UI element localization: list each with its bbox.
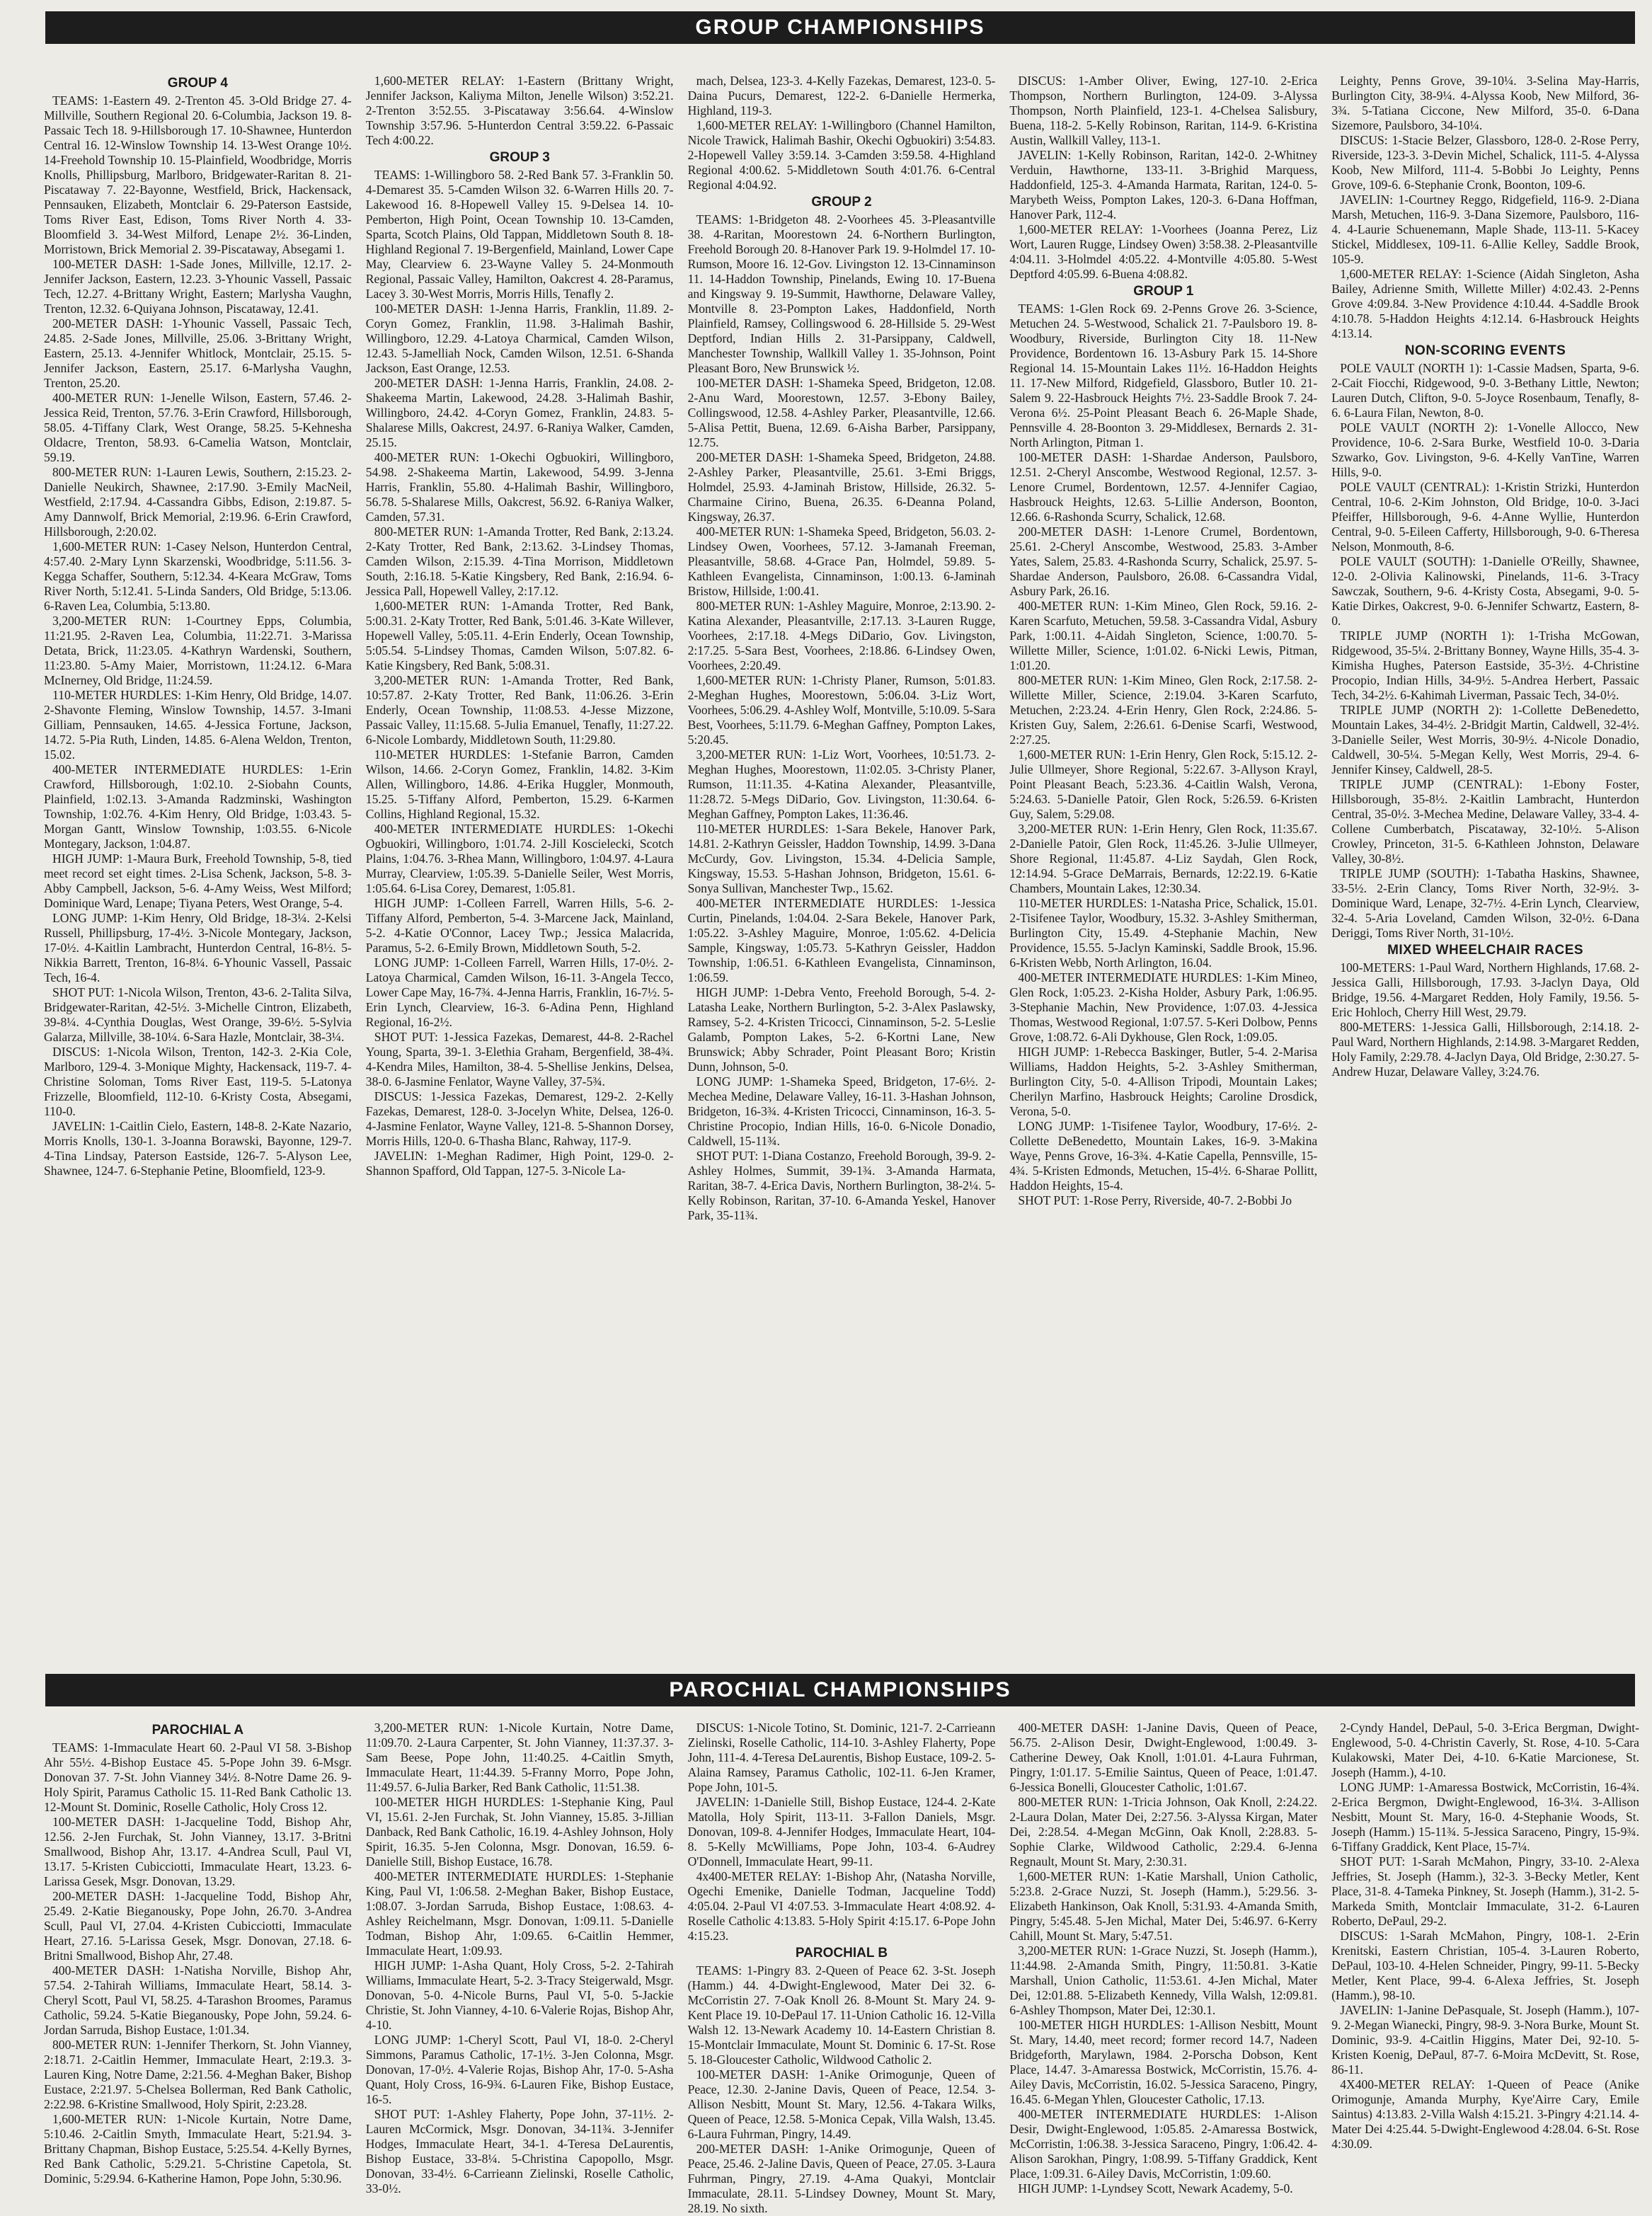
results-paragraph: 400-METER INTERMEDIATE HURDLES: 1-Okechi Ogbuokiri, Willingboro, 1:01.74. 2-Jill Koscielecki, Scotch Plains, 1:04.76. 3-Rhea Mann, Willingboro, 1:04.97. 4-Laura Murray, Clearview, 1:05.39. 5-Danielle Seiler, West Morris, 1:05.64. 6-Lisa Corey, Demarest, 1:05.81. [365,822,674,895]
results-paragraph: 3,200-METER RUN: 1-Courtney Epps, Columbia, 11:21.95. 2-Raven Lea, Columbia, 11:22.71. 3-Marissa Detata, Brick, 11:23.05. 4-Kathryn Wardenski, Southern, 11:23.80. 5-Amy Maier, Morristown, 11:24.12. 6-Mara McInerney, Old Bridge, 11:24.59. [44,614,352,687]
results-paragraph: 1,600-METER RELAY: 1-Voorhees (Joanna Perez, Liz Wort, Lauren Rugge, Lindsey Owen) 3:58.38. 2-Pleasantville 4:04.11. 3-Holmdel 4:05.22. 4-Montville 4:05.80. 5-West Deptford 4:05.99. 6-Buena 4:08.82. [1009,222,1318,281]
group-championships-banner: GROUP CHAMPIONSHIPS [45,11,1635,44]
results-paragraph: LONG JUMP: 1-Shameka Speed, Bridgeton, 17-6½. 2-Mechea Medine, Delaware Valley, 16-11. 3-Hashan Johnson, Bridgeton, 16-3¾. 4-Kristen Tricocci, Cinnaminson, 16-3. 5-Christine Procopio, Indian Hills, 16-0. 6-Nicole Donadio, Caldwell, 15-11¾. [687,1074,996,1148]
results-paragraph: 400-METER DASH: 1-Natisha Norville, Bishop Ahr, 57.54. 2-Tahirah Williams, Immaculate Heart, 58.14. 3-Cheryl Scott, Paul VI, 58.25. 4-Tarashon Broomes, Paramus Catholic, 59.24. 5-Katie Bieganousky, Pope John, 59.24. 6-Jordan Sarruda, Bishop Eustace, 1:01.34. [44,1963,352,2037]
results-paragraph: JAVELIN: 1-Janine DePasquale, St. Joseph (Hamm.), 107-9. 2-Megan Wianecki, Pingry, 98-9. 3-Nora Burke, Mount St. Dominic, 93-9. 4-Caitlin Higgins, Mater Dei, 92-10. 5-Kristen Koenig, DePaul, 87-7. 6-Moira McDevitt, St. Rose, 86-11. [1331,2003,1639,2077]
results-paragraph: 1,600-METER RELAY: 1-Willingboro (Channel Hamilton, Nicole Trawick, Halimah Bashir, Okechi Ogbuokiri) 3:54.83. 2-Hopewell Valley 3:59.14. 3-Camden 3:59.58. 4-Highland Regional 4:00.62. 5-Middletown South 4:01.76. 6-Central Regional 4:04.92. [687,118,996,192]
results-paragraph: 3,200-METER RUN: 1-Erin Henry, Glen Rock, 11:35.67. 2-Danielle Patoir, Glen Rock, 11:45.26. 3-Julie Ullmeyer, Shore Regional, 11:45.87. 4-Liz Saydah, Glen Rock, 12:14.94. 5-Grace DeMarrais, Bernards, 12:22.19. 6-Katie Chambers, Mountain Lakes, 12:30.34. [1009,822,1318,895]
section-heading: GROUP 3 [489,150,550,165]
results-paragraph: 200-METER DASH: 1-Yhounic Vassell, Passaic Tech, 24.85. 2-Sade Jones, Millville, 25.06. 3-Brittany Wright, Eastern, 25.13. 4-Jennifer Whitlock, Montclair, 25.15. 5-Jennifer Jackson, Eastern, 25.17. 6-Marlysha Vaughn, Trenton, 25.20. [44,316,352,390]
parochial-columns [44,1721,1639,2215]
results-paragraph: 1,600-METER RUN: 1-Erin Henry, Glen Rock, 5:15.12. 2-Julie Ullmeyer, Shore Regional, 5:22.67. 3-Allyson Krayl, Point Pleasant Beach, 5:23.36. 4-Caitlin Walsh, Verona, 5:24.63. 5-Danielle Patoir, Glen Rock, 5:26.59. 6-Kristen Guy, Salem, 5:29.08. [1009,747,1318,821]
results-paragraph: 800-METER RUN: 1-Amanda Trotter, Red Bank, 2:13.24. 2-Katy Trotter, Red Bank, 2:13.62. 3-Lindsey Thomas, Camden Wilson, 2:15.39. 4-Tina Morrison, Middletown South, 2:16.18. 5-Katie Kingsbery, Red Bank, 2:16.94. 6-Jessica Pall, Hopewell Valley, 2:17.12. [365,524,674,598]
results-paragraph: POLE VAULT (CENTRAL): 1-Kristin Strizki, Hunterdon Central, 10-6. 2-Kim Johnston, Old Bridge, 10-0. 3-Jaci Pfeiffer, Hillsborough, 9-6. 4-Anne Wyllie, Hunterdon Central, 9-0. 5-Eileen Cafferty, Hillsborough, 9-0. 6-Theresa Nelson, Monmouth, 8-6. [1331,480,1639,553]
results-paragraph: 400-METER INTERMEDIATE HURDLES: 1-Alison Desir, Dwight-Englewood, 1:05.85. 2-Amaressa Bostwick, McCorristin, 1:06.38. 3-Jessica Saraceno, Pingry, 1:06.42. 4-Alison Sarokhan, Pingry, 1:08.99. 5-Tiffany Graddick, Kent Place, 1:09.31. 6-Ailey Davis, McCorristin, 1:09.60. [1009,2107,1318,2181]
results-paragraph: 1,600-METER RUN: 1-Katie Marshall, Union Catholic, 5:23.8. 2-Grace Nuzzi, St. Joseph (Hamm.), 5:29.56. 3-Elizabeth Hankinson, Oak Knoll, 5:31.93. 4-Amanda Smith, Pingry, 5:45.48. 5-Jen Michal, Mater Dei, 5:46.97. 6-Kerry Cahill, Mount St. Mary, 5:47.51. [1009,1869,1318,1943]
results-paragraph: 800-METER RUN: 1-Jennifer Therkorn, St. John Vianney, 2:18.71. 2-Caitlin Hemmer, Immaculate Heart, 2:19.3. 3-Lauren King, Notre Dame, 2:21.56. 4-Meghan Baker, Bishop Eustace, 2:21.97. 5-Chelsea Bollerman, Red Bank Catholic, 2:22.98. 6-Kristine Smallwood, Holy Spirit, 2:23.28. [44,2038,352,2111]
results-paragraph: POLE VAULT (NORTH 1): 1-Cassie Madsen, Sparta, 9-6. 2-Cait Fiocchi, Ridgewood, 9-0. 3-Bethany Little, Newton; Lauren Dutch, Clifton, 9-0. 5-Joyce Rosenbaum, Tenafly, 8-6. 6-Laura Filan, Newton, 8-0. [1331,361,1639,420]
results-paragraph: 4x400-METER RELAY: 1-Bishop Ahr, (Natasha Norville, Ogechi Emenike, Danielle Todman, Jacqueline Todd) 4:05.04. 2-Paul VI 4:07.53. 3-Immaculate Heart 4:08.92. 4-Roselle Catholic 4:13.83. 5-Holy Spirit 4:15.17. 6-Pope John 4:15.23. [687,1869,996,1943]
results-paragraph: SHOT PUT: 1-Diana Costanzo, Freehold Borough, 39-9. 2-Ashley Holmes, Summit, 39-1¾. 3-Amanda Harmata, Raritan, 38-7. 4-Erica Davis, Northern Burlington, 38-2¼. 5-Kelly Robinson, Raritan, 37-10. 6-Amanda Yeskel, Hanover Park, 35-11¾. [687,1149,996,1222]
group-column-5 [1331,74,1639,1665]
results-paragraph: SHOT PUT: 1-Sarah McMahon, Pingry, 33-10. 2-Alexa Jeffries, St. Joseph (Hamm.), 32-3. 3-Becky Metler, Kent Place, 31-8. 4-Tameka Pinkney, St. Joseph (Hamm.), 31-2. 5-Markeda Smith, Montclair Immaculate, 31-2. 6-Lauren Roberto, DePaul, 29-2. [1331,1854,1639,1928]
results-paragraph: 400-METER RUN: 1-Jenelle Wilson, Eastern, 57.46. 2-Jessica Reid, Trenton, 57.76. 3-Erin Crawford, Hillsborough, 58.05. 4-Tiffany Clark, West Orange, 58.25. 5-Kehnesha Oldacre, Trenton, 58.93. 6-Camelia Watson, Montclair, 59.19. [44,391,352,464]
results-paragraph: DISCUS: 1-Nicola Wilson, Trenton, 142-3. 2-Kia Cole, Marlboro, 129-4. 3-Monique Mighty, Hackensack, 119-7. 4-Christine Soloman, Toms River East, 119-5. 5-Latonya Frizzelle, Bloomfield, 112-10. 6-Kristy Costa, Absegami, 110-0. [44,1045,352,1118]
parochial-championships-banner: PAROCHIAL CHAMPIONSHIPS [45,1674,1635,1706]
results-paragraph: LONG JUMP: 1-Kim Henry, Old Bridge, 18-3¼. 2-Kelsi Russell, Phillipsburg, 17-4½. 3-Nicole Montegary, Jackson, 17-0½. 4-Kaitlin Lambracht, Hunterdon Central, 16-8½. 5-Nikkia Barrett, Trenton, 16-8¼. 6-Yhounic Vassell, Passaic Tech, 16-4. [44,911,352,984]
results-paragraph: 1,600-METER RUN: 1-Nicole Kurtain, Notre Dame, 5:10.46. 2-Caitlin Smyth, Immaculate Heart, 5:21.94. 3-Brittany Chapman, Bishop Eustace, 5:25.54. 4-Kelly Byrnes, Red Bank Catholic, 5:29.21. 5-Christine Capetola, St. Dominic, 5:29.94. 6-Katherine Hamon, Pope John, 5:30.96. [44,2112,352,2186]
results-paragraph: 100-METER HIGH HURDLES: 1-Allison Nesbitt, Mount St. Mary, 14.40, meet record; former record 14.7, Nadeen Bridgeforth, Marylawn, 1984. 2-Porscha Dobson, Kent Place, 14.47. 3-Amaressa Bostwick, McCorristin, 15.76. 4-Ailey Davis, McCorristin, 16.02. 5-Jessica Saraceno, Pingry, 16.45. 6-Megan Yhlen, Gloucester Catholic, 17.13. [1009,2018,1318,2106]
results-paragraph: 800-METER RUN: 1-Tricia Johnson, Oak Knoll, 2:24.22. 2-Laura Dolan, Mater Dei, 2:27.56. 3-Alyssa Kirgan, Mater Dei, 2:28.54. 4-Megan McGinn, Oak Knoll, 2:28.83. 5-Sophie Clarke, Wildwood Catholic, 2:29.4. 6-Jenna Regnault, Mount St. Mary, 2:30.31. [1009,1795,1318,1868]
results-paragraph: DISCUS: 1-Jessica Fazekas, Demarest, 129-2. 2-Kelly Fazekas, Demarest, 128-0. 3-Jocelyn White, Delsea, 126-0. 4-Jasmine Fenlator, Wayne Valley, 121-8. 5-Shannon Dorsey, Morris Hills, 120-0. 6-Thasha Blanc, Rahway, 117-9. [365,1089,674,1148]
results-paragraph: HIGH JUMP: 1-Colleen Farrell, Warren Hills, 5-6. 2-Tiffany Alford, Pemberton, 5-4. 3-Marcene Jack, Mainland, 5-2. 4-Katie O'Connor, Lacey Twp.; Jessica Malacrida, Paramus, 5-2. 6-Emily Brown, Middletown South, 5-2. [365,896,674,955]
group-column-4 [1009,74,1317,1665]
results-paragraph: SHOT PUT: 1-Jessica Fazekas, Demarest, 44-8. 2-Rachel Young, Sparta, 39-1. 3-Elethia Graham, Bergenfield, 38-4¾. 4-Kendra Miles, Hamilton, 38-4. 5-Shellise Jenkins, Delsea, 38-0. 6-Jasmine Fenlator, Wayne Valley, 37-5¾. [365,1030,674,1089]
section-heading: GROUP 2 [811,195,872,209]
results-paragraph: 200-METER DASH: 1-Anike Orimogunje, Queen of Peace, 25.46. 2-Jaline Davis, Queen of Peace, 27.05. 3-Laura Fuhrman, Pingry, 27.19. 4-Ama Quakyi, Montclair Immaculate, 28.11. 5-Lindsey Downey, Mount St. Mary, 28.19. No sixth. [687,2142,996,2215]
results-paragraph: 1,600-METER RELAY: 1-Eastern (Brittany Wright, Jennifer Jackson, Kaliyma Milton, Jenelle Wilson) 3:52.21. 2-Trenton 3:52.55. 3-Piscataway 3:56.64. 4-Winslow Township 3:57.96. 5-Hunterdon Central 3:59.22. 6-Passaic Tech 4:00.22. [365,74,674,147]
results-paragraph: 200-METER DASH: 1-Jenna Harris, Franklin, 24.08. 2-Shakeema Martin, Lakewood, 24.28. 3-Halimah Bashir, Willingboro, 24.42. 4-Coryn Gomez, Franklin, 24.83. 5-Shalarese Mills, Oakcrest, 24.97. 6-Raniya Walker, Camden, 25.15. [365,376,674,449]
results-paragraph: TEAMS: 1-Willingboro 58. 2-Red Bank 57. 3-Franklin 50. 4-Demarest 35. 5-Camden Wilson 32. 6-Warren Hills 20. 7-Lakewood 16. 8-Hopewell Valley 15. 9-Delsea 14. 10-Pemberton, High Point, Ocean Township 10. 13-Camden, Sparta, Scotch Plains, Old Tappan, Middletown South 8. 18-Highland Regional 7. 19-Bergenfield, Mainland, Lower Cape May, Clearview 6. 23-Wayne Valley 5. 24-Monmouth Regional, Passaic Valley, Hamilton, Oakcrest 4. 28-Paramus, Lacey 3. 30-West Morris, Morris Hills, Tenafly 2. [365,168,674,301]
results-paragraph: JAVELIN: 1-Caitlin Cielo, Eastern, 148-8. 2-Kate Nazario, Morris Knolls, 130-1. 3-Joanna Borawski, Bayonne, 129-7. 4-Tina Lindsay, Paterson Eastside, 126-7. 5-Alyson Lee, Shawnee, 124-7. 6-Stephanie Petine, Bloomfield, 123-9. [44,1119,352,1178]
parochial-championships-section [0,1674,1652,2215]
section-heading: NON-SCORING EVENTS [1404,343,1566,358]
results-paragraph: 100-METERS: 1-Paul Ward, Northern Highlands, 17.68. 2-Jessica Galli, Hillsborough, 17.93. 3-Jaclyn Daya, Old Bridge, 19.56. 4-Margaret Redden, Holy Family, 19.56. 5-Eric Hohloch, Cherry Hill West, 29.79. [1331,960,1639,1019]
results-paragraph: 100-METER HIGH HURDLES: 1-Stephanie King, Paul VI, 15.61. 2-Jen Furchak, St. John Vianney, 15.85. 3-Jillian Danback, Red Bank Catholic, 16.19. 4-Ashley Johnson, Holy Spirit, 16.35. 5-Jen Colonna, Msgr. Donovan, 16.59. 6-Danielle Still, Bishop Eustace, 16.78. [365,1795,674,1868]
results-paragraph: TEAMS: 1-Immaculate Heart 60. 2-Paul VI 58. 3-Bishop Ahr 55½. 4-Bishop Eustace 45. 5-Pope John 39. 6-Msgr. Donovan 37. 7-St. John Vianney 34½. 8-Notre Dame 26. 9-Holy Spirit, Paramus Catholic 15. 11-Red Bank Catholic 13. 12-Mount St. Dominic, Roselle Catholic, Holy Cross 12. [44,1740,352,1814]
group-column-2 [366,74,674,1665]
results-paragraph: HIGH JUMP: 1-Rebecca Baskinger, Butler, 5-4. 2-Marisa Williams, Haddon Heights, 5-2. 3-Ashley Smitherman, Burlington City, 5-0. 4-Allison Tripodi, Mountain Lakes; Cherilyn Marfino, Hasbrouck Heights; Caroline Drosdick, Verona, 5-0. [1009,1045,1318,1118]
results-paragraph: 100-METER DASH: 1-Sade Jones, Millville, 12.17. 2-Jennifer Jackson, Eastern, 12.23. 3-Yhounic Vassell, Passaic Tech, 12.27. 4-Brittany Wright, Eastern; Marlysha Vaughn, Trenton, 12.32. 6-Quiyana Johnson, Piscataway, 12.41. [44,257,352,316]
results-paragraph: 200-METER DASH: 1-Shameka Speed, Bridgeton, 24.88. 2-Ashley Parker, Pleasantville, 25.61. 3-Emi Briggs, Holmdel, 25.93. 4-Jaminah Bristow, Hillside, 26.32. 5-Charmaine Cirino, Buena, 26.35. 6-Deanna Poland, Kingsway, 26.37. [687,450,996,524]
results-paragraph: HIGH JUMP: 1-Asha Quant, Holy Cross, 5-2. 2-Tahirah Williams, Immaculate Heart, 5-2. 3-Tracy Steigerwald, Msgr. Donovan, 5-0. 4-Nicole Burns, Paul VI, 5-0. 5-Jackie Christie, St. John Vianney, 4-10. 6-Valerie Rojas, Bishop Ahr, 4-10. [365,1958,674,2032]
results-paragraph: 800-METER RUN: 1-Lauren Lewis, Southern, 2:15.23. 2-Danielle Neukirch, Shawnee, 2:17.90. 3-Emily MacNeil, Westfield, 2:17.94. 4-Cassandra Gibbs, Edison, 2:19.87. 5-Amy Dannwolf, Brick Memorial, 2:19.96. 6-Erin Crawford, Hillsborough, 2:20.02. [44,465,352,539]
results-paragraph: TRIPLE JUMP (SOUTH): 1-Tabatha Haskins, Shawnee, 33-5½. 2-Erin Clancy, Toms River North, 32-9½. 3-Dominique Ward, Lenape, 32-7½. 4-Erin Lynch, Clearview, 32-4. 5-Aria Loveland, Camden Wilson, 32-0½. 6-Dana Deriggi, Toms River North, 31-10½. [1331,866,1639,940]
results-paragraph: 3,200-METER RUN: 1-Grace Nuzzi, St. Joseph (Hamm.), 11:44.98. 2-Amanda Smith, Pingry, 11:50.81. 3-Katie Marshall, Union Catholic, 11:53.61. 4-Jen Michal, Mater Dei, 12:01.88. 5-Elizabeth Kennedy, Villa Walsh, 12:09.81. 6-Ashley Thompson, Mater Dei, 12:30.1. [1009,1944,1318,2017]
results-paragraph: 100-METER DASH: 1-Shameka Speed, Bridgeton, 12.08. 2-Anu Ward, Moorestown, 12.57. 3-Ebony Bailey, Collingswood, 12.58. 4-Ashley Parker, Pleasantville, 12.66. 5-Alisa Pettit, Buena, 12.69. 6-Aisha Barber, Parsippany, 12.75. [687,376,996,449]
results-paragraph: 800-METER RUN: 1-Kim Mineo, Glen Rock, 2:17.58. 2-Willette Miller, Science, 2:19.04. 3-Karen Scarfuto, Metuchen, 2:23.24. 4-Erin Henry, Glen Rock, 2:24.86. 5-Kristen Guy, Salem, 2:26.61. 6-Denise Scarfi, Westwood, 2:27.25. [1009,673,1318,747]
results-paragraph: JAVELIN: 1-Courtney Reggo, Ridgefield, 116-9. 2-Diana Marsh, Metuchen, 116-9. 3-Dana Sizemore, Paulsboro, 116-4. 4-Laurie Schuenemann, Maple Shade, 113-11. 5-Kacey Stickel, Middlesex, 109-11. 6-Allie Kelley, Saddle Brook, 105-9. [1331,193,1639,266]
results-paragraph: POLE VAULT (NORTH 2): 1-Vonelle Allocco, New Providence, 10-6. 2-Sara Burke, Westfield 10-0. 3-Daria Szwarko, Gov. Livingston, 9-6. 4-Kelly VanTine, Warren Hills, 9-0. [1331,420,1639,479]
results-paragraph: LONG JUMP: 1-Cheryl Scott, Paul VI, 18-0. 2-Cheryl Simmons, Paramus Catholic, 17-1½. 3-Jen Colonna, Msgr. Donovan, 17-0½. 4-Valerie Rojas, Bishop Ahr, 17-0. 5-Asha Quant, Holy Cross, 16-9¾. 6-Lauren Fike, Bishop Eustace, 16-5. [365,2033,674,2106]
results-paragraph: TRIPLE JUMP (NORTH 1): 1-Trisha McGowan, Ridgewood, 35-5¼. 2-Brittany Bonney, Wayne Hills, 35-4. 3-Kimisha Hughes, Paterson Eastside, 35-3½. 4-Christine Procopio, Indian Hills, 34-9½. 5-Andrea Herbert, Passaic Tech, 34-2½. 6-Kahimah Liverman, Passaic Tech, 34-0½. [1331,628,1639,702]
parochial-column-3 [688,1721,996,2216]
results-paragraph: 400-METER INTERMEDIATE HURDLES: 1-Kim Mineo, Glen Rock, 1:05.23. 2-Kisha Holder, Asbury Park, 1:06.95. 3-Stephanie Machin, New Providence, 1:07.03. 4-Jessica Thomas, Westwood Regional, 1:07.57. 5-Keri Dolbow, Penns Grove, 1:08.72. 6-Ali Dykhouse, Glen Rock, 1:09.05. [1009,970,1318,1044]
results-paragraph: TEAMS: 1-Eastern 49. 2-Trenton 45. 3-Old Bridge 27. 4-Millville, Southern Regional 20. 6-Columbia, Jackson 19. 8-Passaic Tech 18. 9-Hillsborough 17. 10-Shawnee, Hunterdon Central 16. 12-Winslow Township 14. 13-West Orange 10½. 14-Freehold Township 10. 15-Plainfield, Woodbridge, Morris Knolls, Phillipsburg, Marlboro, Bridgewater-Raritan 8. 21-Piscataway 7. 22-Bayonne, Westfield, Brick, Hackensack, Pennsauken, Elizabeth, Montclair 6. 29-Paterson Eastside, Toms River East, Edison, Toms River North 4. 33-Bloomfield 3. 34-West Milford, Lenape 2½. 36-Linden, Morristown, Brick Memorial 2. 39-Piscataway, Absegami 1. [44,93,352,256]
group-column-1 [44,74,352,1665]
group-column-3 [688,74,996,1665]
results-paragraph: 3,200-METER RUN: 1-Amanda Trotter, Red Bank, 10:57.87. 2-Katy Trotter, Red Bank, 11:06.26. 3-Erin Enderly, Ocean Township, 11:08.53. 4-Jesse Mizzone, Passaic Valley, 11:15.68. 5-Julia Emanuel, Tenafly, 11:27.22. 6-Nicole Lombardy, Middletown South, 11:29.80. [365,673,674,747]
results-paragraph: LONG JUMP: 1-Amaressa Bostwick, McCorristin, 16-4¾. 2-Erica Bergmon, Dwight-Englewood, 16-3¼. 3-Allison Nesbitt, Mount St. Mary, 16-0. 4-Stephanie Woods, St. Joseph (Hamm.) 15-11¾. 5-Jessica Saraceno, Pingry, 15-9¾. 6-Tiffany Graddick, Kent Place, 15-7¼. [1331,1780,1639,1854]
results-paragraph: JAVELIN: 1-Danielle Still, Bishop Eustace, 124-4. 2-Kate Matolla, Holy Spirit, 113-11. 3-Fallon Daniels, Msgr. Donovan, 109-8. 4-Jennifer Hodges, Immaculate Heart, 104-8. 5-Kelly McWilliams, Pope John, 103-4. 6-Audrey O'Donnell, Immaculate Heart, 99-11. [687,1795,996,1868]
results-paragraph: 400-METER RUN: 1-Okechi Ogbuokiri, Willingboro, 54.98. 2-Shakeema Martin, Lakewood, 54.99. 3-Jenna Harris, Franklin, 55.80. 4-Halimah Bashir, Willingboro, 56.78. 5-Shalarese Mills, Oakcrest, 56.92. 6-Raniya Walker, Camden, 57.31. [365,450,674,524]
results-paragraph: 400-METER INTERMEDIATE HURDLES: 1-Erin Crawford, Hillsborough, 1:02.10. 2-Siobahn Counts, Plainfield, 1:02.13. 3-Amanda Radzminski, Washington Township, 1:02.76. 4-Kim Henry, Old Bridge, 1:03.43. 5-Morgan Gantt, Winslow Township, 1:03.55. 6-Nicole Montegary, Jackson, 1:04.87. [44,762,352,851]
results-paragraph: 100-METER DASH: 1-Anike Orimogunje, Queen of Peace, 12.30. 2-Janine Davis, Queen of Peace, 12.54. 3-Allison Nesbitt, Mount St. Mary, 12.56. 4-Takara Wilks, Queen of Peace, 12.58. 5-Monica Cepak, Villa Walsh, 13.45. 6-Laura Fuhrman, Pingry, 14.49. [687,2067,996,2141]
results-paragraph: 1,600-METER RUN: 1-Christy Planer, Rumson, 5:01.83. 2-Meghan Hughes, Moorestown, 5:06.04. 3-Liz Wort, Voorhees, 5:06.29. 4-Ashley Wolf, Montville, 5:10.09. 5-Sara Best, Voorhees, 5:11.79. 6-Meghan Gaffney, Pompton Lakes, 5:20.45. [687,673,996,747]
results-paragraph: LONG JUMP: 1-Tisifenee Taylor, Woodbury, 17-6½. 2-Collette DeBenedetto, Mountain Lakes, 16-9. 3-Makina Waye, Penns Grove, 16-3¾. 4-Katie Capella, Pennsville, 15-4¾. 5-Kristen Edmonds, Metuchen, 15-4½. 6-Sharae Pollitt, Haddon Heights, 15-4. [1009,1119,1318,1193]
results-paragraph: 1,600-METER RUN: 1-Casey Nelson, Hunterdon Central, 4:57.40. 2-Mary Lynn Skarzenski, Woodbridge, 5:11.56. 3-Kegga Schaffer, Southern, 5:12.34. 4-Keara McGraw, Toms River North, 5:12.41. 5-Linda Sanders, Old Bridge, 5:13.06. 6-Raven Lea, Columbia, 5:13.80. [44,539,352,613]
results-paragraph: 3,200-METER RUN: 1-Liz Wort, Voorhees, 10:51.73. 2-Meghan Hughes, Moorestown, 11:02.05. 3-Christy Planer, Rumson, 11:11.35. 4-Katina Alexander, Pleasantville, 11:28.72. 5-Megs DiDario, Gov. Livingston, 11:30.64. 6-Meghan Gaffney, Pompton Lakes, 11:36.46. [687,747,996,821]
results-paragraph: DISCUS: 1-Stacie Belzer, Glassboro, 128-0. 2-Rose Perry, Riverside, 123-3. 3-Devin Michel, Schalick, 111-5. 4-Alyssa Koob, New Milford, 111-4. 5-Bobbi Jo Leighty, Penns Grove, 109-6. 6-Stephanie Cronk, Boonton, 109-6. [1331,133,1639,192]
results-paragraph: 400-METER INTERMEDIATE HURDLES: 1-Jessica Curtin, Pinelands, 1:04.04. 2-Sara Bekele, Hanover Park, 1:05.22. 3-Ashley Maguire, Monroe, 1:05.62. 4-Delicia Sample, Kingsway, 1:05.73. 5-Kathryn Geissler, Haddon Township, 1:06.51. 6-Kathleen Evangelista, Cinnaminson, 1:06.59. [687,896,996,984]
results-paragraph: 1,600-METER RELAY: 1-Science (Aidah Singleton, Asha Bailey, Adrienne Smith, Willette Miller) 4:02.43. 2-Penns Grove 4:09.84. 3-New Providence 4:10.44. 4-Saddle Brook 4:10.78. 5-Haddon Heights 4:12.14. 6-Hasbrouck Heights 4:13.14. [1331,267,1639,340]
results-paragraph: TEAMS: 1-Pingry 83. 2-Queen of Peace 62. 3-St. Joseph (Hamm.) 44. 4-Dwight-Englewood, Mater Dei 32. 6-McCorristin 27. 7-Oak Knoll 26. 8-Mount St. Mary 24. 9-Kent Place 19. 10-DePaul 17. 11-Union Catholic 16. 12-Villa Walsh 12. 13-Newark Academy 10. 14-Eastern Christian 8. 15-Montclair Immaculate, Mount St. Dominic 6. 17-St. Rose 5. 18-Gloucester Catholic, Wildwood Catholic 2. [687,1963,996,2067]
results-paragraph: mach, Delsea, 123-3. 4-Kelly Fazekas, Demarest, 123-0. 5-Daina Pucurs, Demarest, 122-2. 6-Danielle Hermerka, Highland, 119-3. [687,74,996,117]
results-paragraph: 800-METERS: 1-Jessica Galli, Hillsborough, 2:14.18. 2-Paul Ward, Northern Highlands, 2:14.98. 3-Margaret Redden, Holy Family, 2:29.78. 4-Jaclyn Daya, Old Bridge, 2:30.27. 5-Andrew Huzar, Delaware Valley, 3:24.76. [1331,1020,1639,1079]
results-paragraph: SHOT PUT: 1-Nicola Wilson, Trenton, 43-6. 2-Talita Silva, Bridgewater-Raritan, 42-5½. 3-Michelle Cintron, Elizabeth, 39-8¼. 4-Cynthia Douglas, West Orange, 39-6½. 5-Sylvia Galarza, Millville, 38-10¼. 6-Sara Hazle, Montclair, 38-3¼. [44,985,352,1044]
results-paragraph: 400-METER RUN: 1-Shameka Speed, Bridgeton, 56.03. 2-Lindsey Owen, Voorhees, 57.12. 3-Jamanah Freeman, Pleasantville, 58.68. 4-Grace Pan, Holmdel, 59.89. 5-Kathleen Evangelista, Cinnaminson, 1:00.13. 6-Jaminah Bristow, Hillside, 1:00.41. [687,524,996,598]
results-paragraph: 400-METER RUN: 1-Kim Mineo, Glen Rock, 59.16. 2-Karen Scarfuto, Metuchen, 59.58. 3-Cassandra Vidal, Asbury Park, 1:00.11. 4-Aidah Singleton, Science, 1:00.70. 5-Willette Miller, Science, 1:01.02. 6-Nicki Lewis, Pitman, 1:01.20. [1009,599,1318,672]
results-paragraph: HIGH JUMP: 1-Debra Vento, Freehold Borough, 5-4. 2-Latasha Leake, Northern Burlington, 5-2. 3-Alex Paslawsky, Ramsey, 5-2. 4-Kristen Tricocci, Cinnaminson, 5-2. 5-Leslie Galamb, Pompton Lakes, 5-2. 6-Kortni Lane, New Brunswick; Abby Schrader, Point Pleasant Boro; Kristin Dunn, Johnson, 5-0. [687,985,996,1074]
results-paragraph: 100-METER DASH: 1-Shardae Anderson, Paulsboro, 12.51. 2-Cheryl Anscombe, Westwood Regional, 12.57. 3-Lenore Crumel, Bordentown, 12.57. 4-Jennifer Cagiao, Hasbrouck Heights, 12.63. 5-Lillie Anderson, Boonton, 12.66. 6-Rashonda Scurry, Schalick, 12.68. [1009,450,1318,524]
results-paragraph: SHOT PUT: 1-Ashley Flaherty, Pope John, 37-11½. 2-Lauren McCormick, Msgr. Donovan, 34-11¾. 3-Jennifer Hodges, Immaculate Heart, 34-1. 4-Teresa DeLaurentis, Bishop Eustace, 33-8¼. 5-Christina Capopollo, Msgr. Donovan, 33-4½. 6-Carrieann Zielinski, Roselle Catholic, 33-0½. [365,2107,674,2195]
results-paragraph: DISCUS: 1-Nicole Totino, St. Dominic, 121-7. 2-Carrieann Zielinski, Roselle Catholic, 114-10. 3-Ashley Flaherty, Pope John, 111-4. 4-Teresa DeLaurentis, Bishop Eustace, 109-2. 5-Alaina Ramsey, Paramus Catholic, 102-11. 6-Jen Kramer, Pope John, 101-5. [687,1721,996,1794]
results-paragraph: 4X400-METER RELAY: 1-Queen of Peace (Anike Orimogunje, Amanda Murphy, Kye'Airre Cary, Emile Saintus) 4:13.83. 2-Villa Walsh 4:15.21. 3-Pingry 4:21.14. 4-Mater Dei 4:25.44. 5-Dwight-Englewood 4:28.04. 6-St. Rose 4:30.09. [1331,2077,1639,2151]
parochial-column-5 [1331,1721,1639,2216]
results-paragraph: HIGH JUMP: 1-Lyndsey Scott, Newark Academy, 5-0. [1018,2181,1293,2195]
results-paragraph: DISCUS: 1-Amber Oliver, Ewing, 127-10. 2-Erica Thompson, Northern Burlington, 124-09. 3-Alyssa Thompson, North Plainfield, 123-1. 4-Chelsea Salisbury, Buena, 118-2. 5-Kelly Robinson, Raritan, 114-9. 6-Kristina Austin, Wallkill Valley, 113-1. [1009,74,1318,147]
results-paragraph: 100-METER DASH: 1-Jacqueline Todd, Bishop Ahr, 12.56. 2-Jen Furchak, St. John Vianney, 13.17. 3-Britni Smallwood, Bishop Ahr, 13.17. 4-Andrea Scull, Paul VI, 13.17. 5-Kristen Cubicciotti, Immaculate Heart, 13.23. 6-Larissa Gesek, Msgr. Donovan, 13.29. [44,1815,352,1888]
results-paragraph: 110-METER HURDLES: 1-Natasha Price, Schalick, 15.01. 2-Tisifenee Taylor, Woodbury, 15.32. 3-Ashley Smitherman, Burlington City, 15.49. 4-Stephanie Machin, New Providence, 15.55. 5-Jaclyn Kaminski, Saddle Brook, 15.96. 6-Kristen Webb, North Arlington, 16.04. [1009,896,1318,970]
results-paragraph: 2-Cyndy Handel, DePaul, 5-0. 3-Erica Bergman, Dwight-Englewood, 5-0. 4-Christin Caverly, St. Rose, 4-10. 5-Cara Kulakowski, Mater Dei, 4-10. 6-Katie Marcionese, St. Joseph (Hamm.), 4-10. [1331,1721,1639,1779]
results-paragraph: JAVELIN: 1-Meghan Radimer, High Point, 129-0. 2-Shannon Spafford, Old Tappan, 127-5. 3-Nicole La- [365,1149,674,1178]
results-paragraph: SHOT PUT: 1-Rose Perry, Riverside, 40-7. 2-Bobbi Jo [1018,1193,1292,1207]
results-paragraph: TRIPLE JUMP (NORTH 2): 1-Collette DeBenedetto, Mountain Lakes, 34-4½. 2-Bridgit Martin, Caldwell, 32-4½. 3-Danielle Seiler, West Morris, 30-9½. 4-Nicole Donadio, Caldwell, 30-5¼. 5-Megan Kelly, West Morris, 29-4. 6-Jennifer Kinsey, Caldwell, 28-5. [1331,703,1639,776]
results-paragraph: 400-METER DASH: 1-Janine Davis, Queen of Peace, 56.75. 2-Alison Desir, Dwight-Englewood, 1:00.49. 3-Catherine Dewey, Oak Knoll, 1:01.01. 4-Laura Fuhrman, Pingry, 1:01.17. 5-Emilie Saintus, Queen of Peace, 1:01.47. 6-Jessica Bonelli, Gloucester Catholic, 1:01.67. [1009,1721,1318,1794]
results-paragraph: DISCUS: 1-Sarah McMahon, Pingry, 108-1. 2-Erin Krenitski, Eastern Christian, 105-4. 3-Lauren Roberto, DePaul, 103-10. 4-Helen Schneider, Pingry, 99-11. 5-Becky Metler, Kent Place, 99-4. 6-Alexa Jeffries, St. Joseph (Hamm.), 98-10. [1331,1929,1639,2002]
section-heading: PAROCHIAL A [151,1723,244,1738]
results-paragraph: 100-METER DASH: 1-Jenna Harris, Franklin, 11.89. 2-Coryn Gomez, Franklin, 11.98. 3-Halimah Bashir, Willingboro, 12.29. 4-Latoya Charmical, Camden Wilson, 12.43. 5-Jamelliah Nock, Camden Wilson, 12.51. 6-Shanda Jackson, East Orange, 12.53. [365,302,674,375]
results-paragraph: 400-METER INTERMEDIATE HURDLES: 1-Stephanie King, Paul VI, 1:06.58. 2-Meghan Baker, Bishop Eustace, 1:08.07. 3-Jordan Sarruda, Bishop Eustace, 1:08.63. 4-Ashley Reichelmann, Msgr. Donovan, 1:09.11. 5-Danielle Todman, Bishop Ahr, 1:09.65. 6-Caitlin Hemmer, Immaculate Heart, 1:09.93. [365,1869,674,1958]
results-paragraph: LONG JUMP: 1-Colleen Farrell, Warren Hills, 17-0½. 2-Latoya Charmical, Camden Wilson, 16-11. 3-Angela Tecco, Lower Cape May, 16-7¾. 4-Jenna Harris, Franklin, 16-7½. 5-Erin Lynch, Clearview, 16-3. 6-Adina Penn, Highland Regional, 16-2½. [365,955,674,1029]
results-paragraph: 3,200-METER RUN: 1-Nicole Kurtain, Notre Dame, 11:09.70. 2-Laura Carpenter, St. John Vianney, 11:37.37. 3-Sam Beese, Pope John, 11:40.25. 4-Caitlin Smyth, Immaculate Heart, 11:44.39. 5-Franny Morro, Pope John, 11:49.57. 6-Julia Barker, Red Bank Catholic, 11:51.38. [365,1721,674,1794]
group-columns [44,74,1639,1665]
results-paragraph: 1,600-METER RUN: 1-Amanda Trotter, Red Bank, 5:00.31. 2-Katy Trotter, Red Bank, 5:01.46. 3-Kate Willever, Hopewell Valley, 5:05.11. 4-Erin Enderly, Ocean Township, 5:05.54. 5-Lindsey Thomas, Camden Wilson, 5:07.82. 6-Katie Kingsbery, Red Bank, 5:08.31. [365,599,674,672]
results-paragraph: 200-METER DASH: 1-Jacqueline Todd, Bishop Ahr, 25.49. 2-Katie Bieganousky, Pope John, 26.70. 3-Andrea Scull, Paul VI, 27.04. 4-Kristen Cubicciotti, Immaculate Heart, 27.16. 5-Larissa Gesek, Msgr. Donovan, 27.18. 6-Britni Smallwood, Bishop Ahr, 27.48. [44,1889,352,1963]
section-heading: PAROCHIAL B [795,1946,888,1960]
results-paragraph: TEAMS: 1-Bridgeton 48. 2-Voorhees 45. 3-Pleasantville 38. 4-Raritan, Moorestown 24. 6-Northern Burlington, Freehold Borough 20. 8-Hanover Park 19. 9-Holmdel 17. 10-Rumson, Moore 16. 12-Gov. Livingston 12. 13-Cinnaminson 11. 14-Haddon Township, Pinelands, Ewing 10. 17-Buena and Kingsway 9. 19-Summit, Hawthorne, Delaware Valley, Montville 8. 23-Pompton Lakes, Haddonfield, North Plainfield, Ramsey, Collingswood 6. 28-Hillside 5. 29-West Deptford, Indian Hills 2. 31-Parsippany, Caldwell, Manchester Township, Wallkill Valley 1. 35-Johnson, Point Pleasant Boro, New Brunswick ½. [687,212,996,375]
parochial-column-2 [366,1721,674,2216]
results-paragraph: HIGH JUMP: 1-Maura Burk, Freehold Township, 5-8, tied meet record set eight times. 2-Lisa Schenk, Jackson, 5-8. 3-Abby Campbell, Jackson, 5-6. 4-Amy Weiss, West Milford; Dominique Ward, Lenape; Tiyana Peters, West Orange, 5-4. [44,851,352,910]
results-paragraph: JAVELIN: 1-Kelly Robinson, Raritan, 142-0. 2-Whitney Verduin, Hawthorne, 133-11. 3-Brighid Marquess, Haddonfield, 125-3. 4-Amanda Harmata, Raritan, 124-0. 5-Marybeth Weiss, Pompton Lakes, 120-3. 6-Dana Hoffman, Hanover Park, 112-4. [1009,148,1318,222]
results-paragraph: 200-METER DASH: 1-Lenore Crumel, Bordentown, 25.61. 2-Cheryl Anscombe, Westwood, 25.83. 3-Amber Yates, Salem, 25.83. 4-Rashonda Scurry, Schalick, 25.97. 5-Shardae Anderson, Paulsboro, 26.08. 6-Cassandra Vidal, Asbury Park, 26.16. [1009,524,1318,598]
results-paragraph: 800-METER RUN: 1-Ashley Maguire, Monroe, 2:13.90. 2-Katina Alexander, Pleasantville, 2:17.13. 3-Lauren Rugge, Voorhees, 2:17.18. 4-Megs DiDario, Gov. Livingston, 2:17.25. 5-Sara Best, Voorhees, 2:18.86. 6-Lindsey Owen, Voorhees, 2:20.49. [687,599,996,672]
results-paragraph: TRIPLE JUMP (CENTRAL): 1-Ebony Foster, Hillsborough, 35-8½. 2-Kaitlin Lambracht, Hunterdon Central, 35-0½. 3-Mechea Medine, Delaware Valley, 33-4. 4-Collene Cumberbatch, Piscataway, 32-10½. 5-Alison Crowley, Princeton, 31-5. 6-Kathleen Johnston, Delaware Valley, 30-8½. [1331,777,1639,866]
parochial-column-4 [1009,1721,1317,2216]
results-paragraph: TEAMS: 1-Glen Rock 69. 2-Penns Grove 26. 3-Science, Metuchen 24. 5-Westwood, Schalick 21. 7-Paulsboro 19. 8-Woodbury, Riverside, Burlington City 18. 11-New Providence, Bordentown 16. 13-Asbury Park 15. 14-Shore Regional 14. 15-Mountain Lakes 11½. 16-Haddon Heights 11. 17-New Milford, Ridgefield, Glassboro, Butler 10. 21-Salem 9. 22-Hasbrouck Heights 7½. 23-Saddle Brook 7. 24-Verona 6½. 25-Point Pleasant Beach 6. 26-Maple Shade, Pennsville 4. 28-Boonton 3. 29-Middlesex, Bernards 2. 31-North Arlington, Pitman 1. [1009,302,1318,449]
results-paragraph: 110-METER HURDLES: 1-Stefanie Barron, Camden Wilson, 14.66. 2-Coryn Gomez, Franklin, 14.82. 3-Kim Allen, Willingboro, 14.86. 4-Erika Huggler, Monmouth, 15.25. 5-Tiffany Alford, Pemberton, 15.29. 6-Karmen Collins, Highland Regional, 15.32. [365,747,674,821]
results-paragraph: POLE VAULT (SOUTH): 1-Danielle O'Reilly, Shawnee, 12-0. 2-Olivia Kalinowski, Pinelands, 11-6. 3-Tracy Sawczak, Southern, 9-6. 4-Kristy Costa, Absegami, 9-0. 5-Katie Dirkes, Oakcrest, 9-0. 6-Jennifer Schwartz, Eastern, 8-0. [1331,554,1639,628]
section-heading: GROUP 4 [167,76,228,91]
section-heading: GROUP 1 [1133,284,1194,299]
section-heading: MIXED WHEELCHAIR RACES [1387,943,1584,958]
parochial-column-1 [44,1721,352,2216]
results-paragraph: Leighty, Penns Grove, 39-10¼. 3-Selina May-Harris, Burlington City, 38-9¼. 4-Alyssa Koob, New Milford, 36-3¾. 5-Tatiana Ciccone, New Milford, 35-0. 6-Dana Sizemore, Paulsboro, 34-10¼. [1331,74,1639,132]
results-paragraph: 110-METER HURDLES: 1-Sara Bekele, Hanover Park, 14.81. 2-Kathryn Geissler, Haddon Township, 14.99. 3-Dana McCurdy, Gov. Livingston, 15.34. 4-Delicia Sample, Kingsway, 15.53. 5-Hashan Johnson, Bridgeton, 15.61. 6-Sonya Sullivan, Manchester Twp., 15.62. [687,822,996,895]
results-paragraph: 110-METER HURDLES: 1-Kim Henry, Old Bridge, 14.07. 2-Shavonte Fleming, Winslow Township, 14.57. 3-Imani Gilliam, Pennsauken, 14.65. 4-Jessica Fortune, Jackson, 14.72. 5-Pia Ruth, Linden, 14.85. 6-Alena Weldon, Trenton, 15.02. [44,688,352,762]
